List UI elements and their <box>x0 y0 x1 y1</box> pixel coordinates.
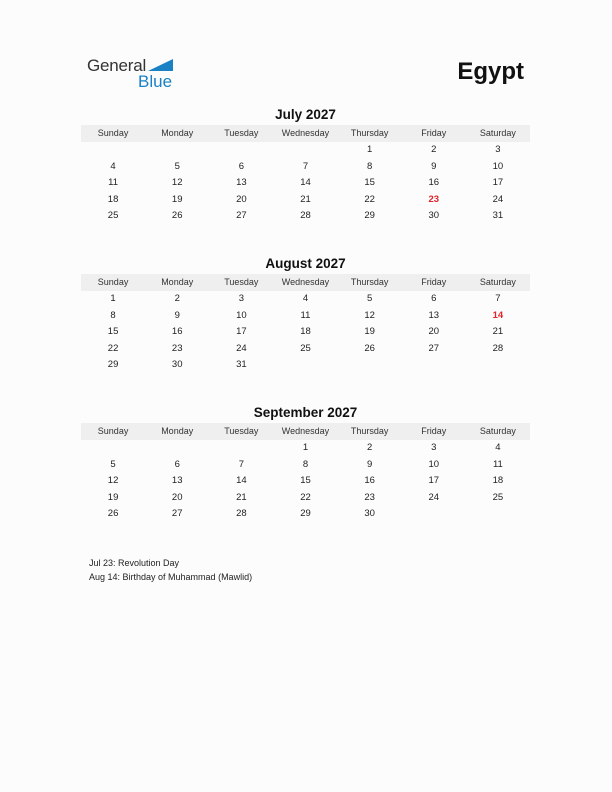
weekday-label: Saturday <box>479 426 516 436</box>
day-cell: 19 <box>364 326 375 337</box>
day-cell: 26 <box>107 508 119 519</box>
day-cell: 19 <box>107 491 119 503</box>
month-block-august <box>81 255 530 374</box>
day-cell: 14 <box>300 177 311 188</box>
day-cell: 25 <box>107 210 119 221</box>
day-cell: 22 <box>300 491 311 503</box>
day-cell: 30 <box>364 508 375 519</box>
day-cell: 28 <box>236 508 247 519</box>
weekday-label: Tuesday <box>224 128 259 138</box>
day-cell: 18 <box>107 193 119 205</box>
weekday-header-row <box>81 423 530 440</box>
week-row <box>81 291 530 308</box>
day-cell: 5 <box>366 293 373 304</box>
day-cell: 2 <box>431 144 437 155</box>
day-cell: 26 <box>364 342 375 354</box>
day-cell: 11 <box>108 177 118 188</box>
day-cell: 20 <box>236 193 247 205</box>
day-cell: 16 <box>428 177 440 188</box>
week-row <box>81 324 530 341</box>
day-cell <box>273 142 337 159</box>
weekday-label: Saturday <box>479 128 516 138</box>
week-row <box>81 440 530 457</box>
weekday-header-row <box>81 125 530 142</box>
day-cell: 29 <box>364 210 375 221</box>
day-cell <box>466 506 530 523</box>
holiday-note: Aug 14: Birthday of Muhammad (Mawlid) <box>89 572 253 582</box>
day-cell: 6 <box>238 160 244 172</box>
holiday-day-cell: 14 <box>492 309 504 321</box>
week-row <box>81 341 530 358</box>
day-cell: 20 <box>428 326 440 337</box>
weekday-label: Wednesday <box>281 277 330 287</box>
day-cell: 10 <box>428 458 440 470</box>
day-cell: 6 <box>174 458 180 470</box>
day-cell: 21 <box>236 491 247 503</box>
day-cell: 29 <box>300 508 311 519</box>
weekday-label: Friday <box>421 277 447 287</box>
weekday-label: Friday <box>421 128 447 138</box>
day-cell: 16 <box>364 475 375 486</box>
day-cell: 24 <box>236 342 247 354</box>
weekday-label: Tuesday <box>224 426 259 436</box>
week-row <box>81 192 530 209</box>
day-cell: 15 <box>364 177 375 188</box>
day-cell: 5 <box>174 160 180 172</box>
day-cell: 1 <box>302 442 309 453</box>
weekday-label: Sunday <box>97 426 129 436</box>
day-cell: 2 <box>366 442 373 453</box>
day-cell: 10 <box>492 160 504 172</box>
day-cell: 17 <box>236 326 247 337</box>
week-row <box>81 175 530 192</box>
day-cell: 19 <box>171 193 183 205</box>
weekday-label: Monday <box>161 426 194 436</box>
day-cell: 8 <box>366 160 373 172</box>
logo-text-general: General <box>87 56 147 75</box>
holiday-notes <box>89 556 252 584</box>
week-row <box>81 490 530 507</box>
day-cell: 10 <box>236 309 247 321</box>
week-row <box>81 308 530 325</box>
day-cell: 1 <box>366 144 373 155</box>
day-cell: 13 <box>428 309 440 321</box>
day-cell: 27 <box>428 342 440 354</box>
day-cell: 2 <box>174 293 180 304</box>
day-cell: 28 <box>492 342 504 354</box>
day-cell: 12 <box>364 309 375 321</box>
weekday-label: Saturday <box>479 277 516 287</box>
day-cell: 14 <box>236 475 247 486</box>
day-cell <box>402 357 466 374</box>
weekday-label: Thursday <box>350 277 389 287</box>
day-cell: 28 <box>300 210 311 221</box>
day-cell: 18 <box>300 326 311 337</box>
day-cell: 17 <box>428 475 440 486</box>
day-cell: 11 <box>492 458 503 470</box>
day-cell <box>273 357 337 374</box>
month-block-september <box>81 404 530 523</box>
day-cell: 7 <box>495 293 501 304</box>
day-cell: 17 <box>492 177 504 188</box>
weekday-label: Friday <box>421 426 447 436</box>
day-cell: 3 <box>431 442 437 453</box>
month-title: September 2027 <box>253 405 358 420</box>
day-cell: 31 <box>492 210 504 221</box>
day-cell: 26 <box>171 210 183 221</box>
month-block-july <box>81 106 530 225</box>
day-cell: 7 <box>302 160 309 172</box>
week-row <box>81 208 530 225</box>
logo-triangle-icon <box>148 59 173 71</box>
day-cell: 22 <box>364 193 375 205</box>
day-cell: 23 <box>364 491 375 503</box>
day-cell: 20 <box>171 491 183 503</box>
day-cell <box>338 357 402 374</box>
day-cell: 5 <box>110 458 116 470</box>
day-cell: 7 <box>238 458 244 470</box>
weekday-label: Monday <box>161 128 194 138</box>
month-title: July 2027 <box>275 107 336 122</box>
day-cell: 30 <box>171 359 183 370</box>
weekday-label: Tuesday <box>224 277 259 287</box>
week-row <box>81 357 530 374</box>
day-cell <box>209 440 273 457</box>
weekday-label: Monday <box>161 277 194 287</box>
holiday-day-cell: 23 <box>428 193 440 205</box>
day-cell <box>402 506 466 523</box>
weekday-label: Wednesday <box>281 128 330 138</box>
day-cell: 31 <box>236 359 247 370</box>
day-cell: 12 <box>171 177 183 188</box>
day-cell: 4 <box>110 160 116 172</box>
day-cell: 27 <box>236 210 247 221</box>
weekday-label: Sunday <box>97 128 129 138</box>
holiday-note: Jul 23: Revolution Day <box>89 558 180 568</box>
generalblue-logo <box>87 56 187 92</box>
day-cell: 15 <box>300 475 311 486</box>
country-title: Egypt <box>457 58 524 85</box>
day-cell: 29 <box>107 359 119 370</box>
day-cell: 16 <box>171 326 183 337</box>
day-cell: 25 <box>300 342 311 354</box>
day-cell: 3 <box>495 144 501 155</box>
weekday-label: Sunday <box>97 277 129 287</box>
day-cell: 21 <box>492 326 504 337</box>
day-cell <box>81 142 145 159</box>
week-row <box>81 457 530 474</box>
day-cell: 24 <box>428 491 440 503</box>
weekday-header-row <box>81 274 530 291</box>
day-cell: 4 <box>495 442 501 453</box>
week-row <box>81 473 530 490</box>
day-cell: 9 <box>366 458 373 470</box>
logo-text-blue: Blue <box>138 72 173 91</box>
weekday-label: Wednesday <box>281 426 330 436</box>
day-cell: 8 <box>110 309 116 321</box>
day-cell <box>466 357 530 374</box>
weekday-label: Thursday <box>350 426 389 436</box>
day-cell: 30 <box>428 210 440 221</box>
day-cell: 1 <box>110 293 116 304</box>
day-cell: 21 <box>300 193 311 205</box>
day-cell <box>145 142 209 159</box>
day-cell <box>209 142 273 159</box>
week-row <box>81 159 530 176</box>
day-cell: 9 <box>431 160 437 172</box>
month-title: August 2027 <box>265 256 346 271</box>
day-cell: 4 <box>302 293 309 304</box>
day-cell: 27 <box>171 508 183 519</box>
day-cell: 6 <box>431 293 437 304</box>
weekday-label: Thursday <box>350 128 389 138</box>
day-cell: 12 <box>107 475 119 486</box>
day-cell <box>81 440 145 457</box>
day-cell: 11 <box>300 309 311 321</box>
day-cell: 23 <box>171 342 183 354</box>
day-cell: 13 <box>236 177 247 188</box>
day-cell: 9 <box>174 309 180 321</box>
day-cell: 22 <box>107 342 119 354</box>
day-cell: 8 <box>302 458 309 470</box>
day-cell: 18 <box>492 475 504 486</box>
day-cell: 3 <box>238 293 244 304</box>
week-row <box>81 506 530 523</box>
day-cell <box>145 440 209 457</box>
week-row <box>81 142 530 159</box>
day-cell: 24 <box>492 193 504 205</box>
day-cell: 25 <box>492 491 504 503</box>
day-cell: 13 <box>171 475 183 486</box>
day-cell: 15 <box>107 326 119 337</box>
